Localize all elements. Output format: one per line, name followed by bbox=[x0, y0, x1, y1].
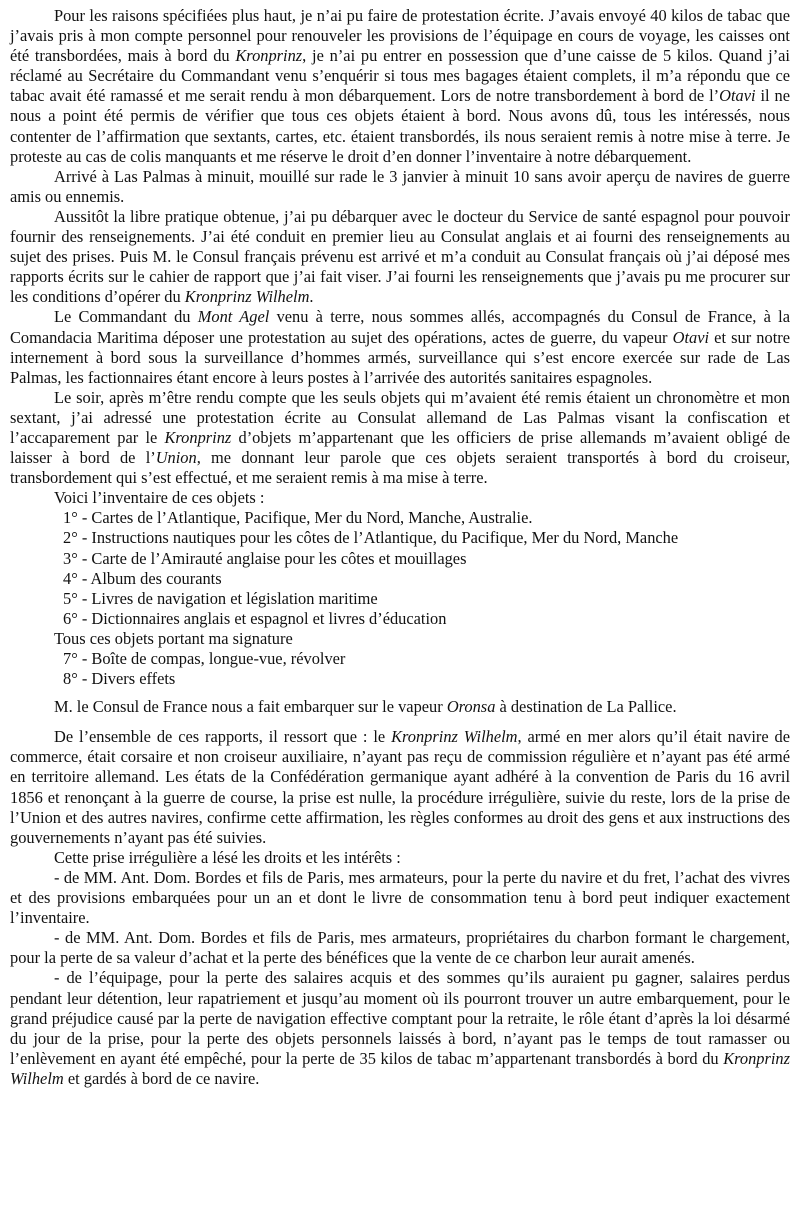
ship-name: Otavi bbox=[672, 327, 710, 347]
paragraph-consulate-visit: Aussitôt la libre pratique obtenue, j’ai pu débarquer avec le docteur du Service de santé espagnol pour pouvoir fournir des renseignements. J’ai été conduit en premier lieu au Consulat anglais et ai fourni des renseignements au sujet des prises. Puis M. le Consul français prévenu est arrivé et m’a conduit au Consulat français où j’ai déposé mes rapports écrits sur le cahier de rapport que j’ai fait viser. J’ai fourni les renseignements que j’avais pu me procurer sur les conditions d’opérer du Kronprinz Wilhelm. bbox=[10, 206, 790, 307]
ship-name: Otavi bbox=[719, 86, 756, 106]
paragraph-rights-harmed: Cette prise irrégulière a lésé les droits et les intérêts : bbox=[54, 847, 401, 867]
inventory-signature-note: Tous ces objets portant ma signature bbox=[54, 628, 293, 648]
inventory-item: 5° - Livres de navigation et législation maritime bbox=[63, 588, 378, 608]
inventory-item: 3° - Carte de l’Amirauté anglaise pour les côtes et mouillages bbox=[63, 548, 467, 568]
ship-name: Union bbox=[155, 448, 197, 468]
paragraph-oronsa-embarkation: M. le Consul de France nous a fait embarquer sur le vapeur Oronsa à destination de La Pallice. bbox=[54, 697, 677, 717]
ship-name: Kronprinz bbox=[235, 46, 303, 66]
paragraph-german-consulate-protest: Le soir, après m’être rendu compte que les seuls objets qui m’avaient été remis étaient un chronomètre et mon sextant, j’ai adressé une protestation écrite au Consulat allemand de Las Palmas visant la confiscation et l’accaparement par le Kronprinz d’objets m’appartenant que les officiers de prise allemands m’avaient obligé de laisser à bord de l’Union, me donnant leur parole que ces objets seraient transportés à bord du croiseur, transbordement qui s’est effectué, et me seraient remis à ma mise à terre. bbox=[10, 387, 791, 488]
paragraph-tobacco-protest: Pour les raisons spécifiées plus haut, je n’ai pu faire de protestation écrite. J’avais envoyé 40 kilos de tabac que j’avais pris à mon compte personnel pour renouveler les provisions de l’équipage en cours de voyage, les caisses ont été transbordées, mais à bord du Kronprinz, je n’ai pu entrer en possession que d’une caisse de 5 kilos. Quand j’ai réclamé au Secrétaire du Commandant venu s’enquérir si tous mes bagages étaient complets, il m’a répondu que ce tabac avait été ramassé et me serait rendu à mon débarquement. Lors de notre transbordement à bord de l’Otavi il ne nous a point été permis de vérifier que tous ces objets étaient à bord. Nous avons dû, tous les intéressés, nous contenter de l’affirmation que sextants, cartes, etc. étaient transbordés, ils nous seraient remis à notre mise à terre. Je proteste au cas de colis manquants et me réserve le droit d’en donner l’inventaire à notre débarquement. bbox=[10, 6, 790, 166]
inventory-item: 1° - Cartes de l’Atlantique, Pacifique, Mer du Nord, Manche, Australie. bbox=[63, 508, 533, 528]
paragraph-crew-loss: - de l’équipage, pour la perte des salaires acquis et des sommes qu’ils auraient pu gagner, salaires perdus pendant leur détention, leur rapatriement et jusqu’au moment où ils pourront trouver un autre embarquement, pour le grand préjudice causé par la perte de navigation effective comptant pour la retraite, le rôle étant d’après la loi désarmé du jour de la prise, pour la perte des objets personnels laissés à bord, n’ayant pas le temps de tout ramasser ou l’enlèvement en ayant été empêché, pour la perte de 35 kilos de tabac m’appartenant transbordés à bord du Kronprinz Wilhelm et gardés à bord de ce navire. bbox=[10, 968, 790, 1088]
ship-name: Mont Agel bbox=[197, 307, 270, 327]
inventory-list-2 bbox=[10, 649, 790, 689]
paragraph-owners-coal-loss: - de MM. Ant. Dom. Bordes et fils de Paris, mes armateurs, propriétaires du charbon formant le chargement, pour la perte de sa valeur d’achat et la perte des bénéfices que la vente de ce charbon leur aurait amenés. bbox=[10, 928, 790, 968]
inventory-item: 2° - Instructions nautiques pour les côtes de l’Atlantique, du Pacifique, Mer du Nord, Manche bbox=[63, 528, 679, 548]
ship-name: Kronprinz bbox=[164, 427, 232, 447]
paragraph-conclusion-corsaire: De l’ensemble de ces rapports, il ressort que : le Kronprinz Wilhelm, armé en mer alors qu’il était navire de commerce, était corsaire et non croiseur auxiliaire, n’ayant pas reçu de commission régulière et n’ayant pas été armé en territoire allemand. Les états de la Confédération germanique ayant adhéré à la convention de Paris du 16 avril 1856 et renonçant à la guerre de course, la prise est nulle, la procédure irrégulière, suivie du reste, lors de la prise de l’Union et des autres navires, confirme cette affirmation, les règles conformes au droit des gens et aux instructions des gouvernements n’ayant pas été suivies. bbox=[10, 727, 790, 847]
ship-name: Oronsa bbox=[446, 697, 496, 717]
inventory-item: 6° - Dictionnaires anglais et espagnol et livres d’éducation bbox=[63, 608, 447, 628]
inventory-intro: Voici l’inventaire de ces objets : bbox=[54, 488, 265, 508]
ship-name: Kronprinz Wilhelm bbox=[10, 1048, 790, 1088]
paragraph-comandancia-protest: Le Commandant du Mont Agel venu à terre, nous sommes allés, accompagnés du Consul de France, à la Comandacia Maritima déposer une protestation au sujet des opérations, actes de guerre, du vapeur Otavi et sur notre internement à bord sous la surveillance d’hommes armés, surveillance qui s’est encore exercée sur rade de Las Palmas, les factionnaires étant encore à leurs postes à l’arrivée des autorités sanitaires espagnoles. bbox=[10, 307, 790, 387]
inventory-item: 8° - Divers effets bbox=[63, 669, 176, 689]
ship-name: Kronprinz Wilhelm bbox=[391, 727, 518, 747]
ship-name: Kronprinz Wilhelm bbox=[184, 287, 310, 307]
paragraph-owners-ship-loss: - de MM. Ant. Dom. Bordes et fils de Paris, mes armateurs, pour la perte du navire et du fret, l’achat des vivres et des provisions embarquées pour un an et dont le livre de consommation tenu à bord peut indiquer exactement l’inventaire. bbox=[10, 867, 790, 928]
inventory-list bbox=[10, 508, 790, 629]
inventory-item: 4° - Album des courants bbox=[63, 568, 222, 588]
inventory-item: 7° - Boîte de compas, longue-vue, révolver bbox=[63, 649, 346, 668]
paragraph-arrival-las-palmas: Arrivé à Las Palmas à minuit, mouillé sur rade le 3 janvier à minuit 10 sans avoir aperçu de navires de guerre amis ou ennemis. bbox=[10, 166, 790, 206]
